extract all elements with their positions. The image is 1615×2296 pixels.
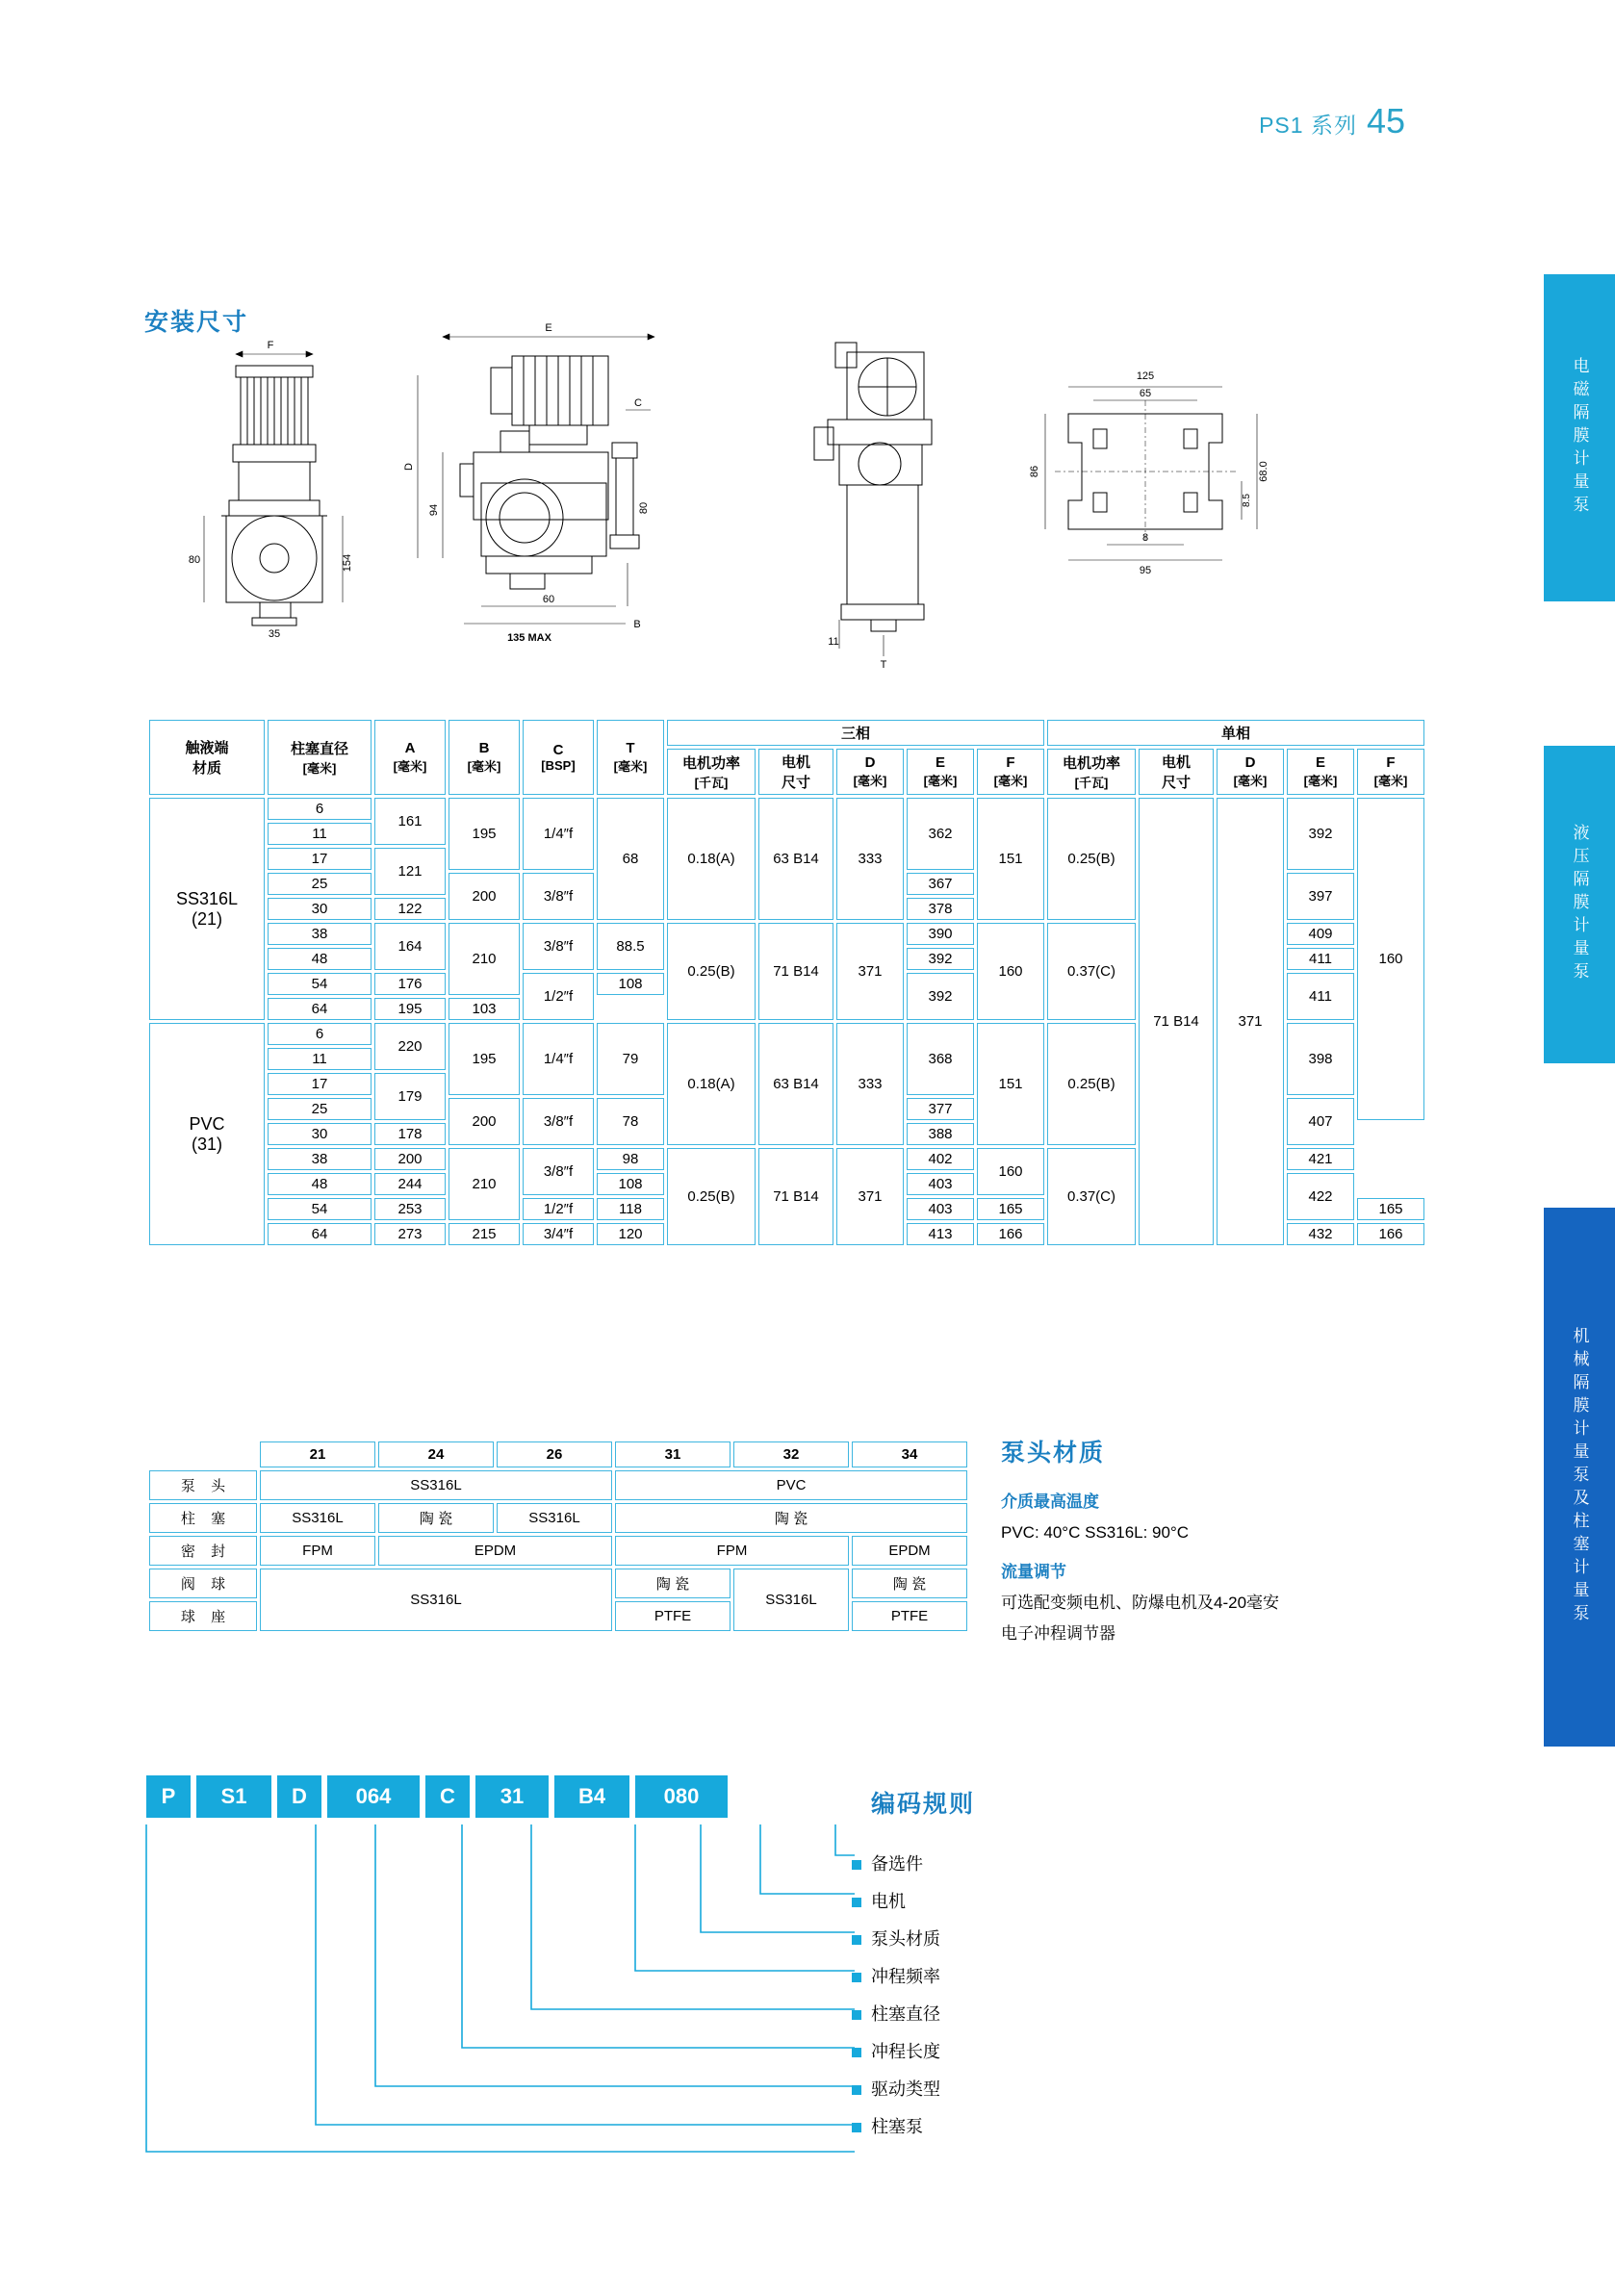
head-material-table	[146, 1439, 970, 1634]
cell-C: 1/4″f	[523, 798, 594, 870]
drawing-front-view	[144, 327, 385, 702]
bullet-icon	[852, 1935, 861, 1945]
bullet-icon	[852, 1973, 861, 1982]
cell-T: 108	[597, 973, 664, 995]
code-box-D[interactable]: D	[277, 1775, 321, 1818]
cell-T: 79	[597, 1023, 664, 1095]
svg-text:125: 125	[1136, 370, 1155, 382]
cell-plunger: 38	[268, 923, 372, 945]
code-col-24: 24	[378, 1441, 494, 1467]
cell-sp-E: 392	[1287, 798, 1354, 870]
cell-A: 253	[374, 1198, 446, 1220]
cell-tp-E: 388	[907, 1123, 974, 1145]
cell-tp-F: 165	[977, 1198, 1044, 1220]
cell-A: 178	[374, 1123, 446, 1145]
cell-sp-E: 411	[1287, 973, 1354, 1020]
cell-sp-E: 407	[1287, 1098, 1354, 1145]
cell-ball-ceramic2: 陶 瓷	[852, 1569, 967, 1598]
svg-text:D: D	[403, 463, 415, 471]
cell-pumphead-pvc: PVC	[615, 1470, 967, 1500]
row-label-plunger: 柱 塞	[149, 1503, 257, 1533]
svg-text:T: T	[880, 659, 887, 671]
info-flow-value-1: 可选配变频电机、防爆电机及4-20毫安	[1001, 1593, 1280, 1612]
cell-tp-E: 367	[907, 873, 974, 895]
section-title-head-material: 泵头材质	[1001, 1440, 1106, 1467]
cell-sp-power: 0.37(C)	[1047, 1148, 1136, 1245]
cell-plunger: 38	[268, 1148, 372, 1170]
cell-plunger: 11	[268, 1048, 372, 1070]
head-material-info	[1001, 1487, 1386, 1649]
code-item-1: 电机	[852, 1883, 940, 1921]
cell-T: 103	[449, 998, 520, 1020]
cell-tp-motor: 63 B14	[758, 1023, 833, 1145]
code-box-C[interactable]: C	[425, 1775, 470, 1818]
cell-sp-E: 421	[1287, 1148, 1354, 1170]
th-sp-power: 电机功率 [千瓦]	[1047, 749, 1136, 795]
info-temp-value: PVC: 40°C SS316L: 90°C	[1001, 1523, 1190, 1543]
page-number: 45	[1366, 101, 1405, 140]
th-sp-F: F [毫米]	[1357, 749, 1424, 795]
cell-A: 220	[374, 1023, 446, 1070]
code-col-32: 32	[733, 1441, 849, 1467]
row-label-ball-seat: 球 座	[149, 1601, 257, 1631]
cell-A: 244	[374, 1173, 446, 1195]
code-item-4: 柱塞直径	[852, 1996, 940, 2033]
cell-pumphead-ss: SS316L	[260, 1470, 612, 1500]
cell-A: 164	[374, 923, 446, 970]
svg-text:F: F	[267, 340, 274, 351]
cell-sp-D: 371	[1217, 798, 1284, 1245]
cell-plunger: 54	[268, 1198, 372, 1220]
cell-seal-1: FPM	[260, 1536, 375, 1566]
section-title-install-dimensions: 安装尺寸	[144, 309, 249, 336]
svg-text:94: 94	[428, 503, 440, 517]
cell-T: 108	[597, 1173, 664, 1195]
cell-sp-power: 0.25(B)	[1047, 1023, 1136, 1145]
cell-C: 3/8″f	[523, 1148, 594, 1195]
code-box-080[interactable]: 080	[635, 1775, 728, 1818]
svg-text:E: E	[545, 322, 552, 334]
cell-plunger: 30	[268, 898, 372, 920]
cell-sp-E: 397	[1287, 873, 1354, 920]
cell-plunger-4: 陶 瓷	[615, 1503, 967, 1533]
bullet-icon	[852, 1860, 861, 1870]
cell-tp-E: 403	[907, 1198, 974, 1220]
th-tp-F: F [毫米]	[977, 749, 1044, 795]
cell-A: 195	[374, 998, 446, 1020]
cell-tp-power: 0.25(B)	[667, 923, 756, 1020]
svg-text:154: 154	[342, 553, 353, 573]
th-B: B [毫米]	[449, 720, 520, 795]
cell-B: 210	[449, 923, 520, 995]
cell-sp-E: 398	[1287, 1023, 1354, 1095]
cell-plunger-2: 陶 瓷	[378, 1503, 494, 1533]
cell-A: 179	[374, 1073, 446, 1120]
svg-text:86: 86	[1029, 465, 1040, 478]
cell-plunger-3: SS316L	[497, 1503, 612, 1533]
cell-tp-E: 392	[907, 973, 974, 1020]
info-temp-label: 介质最高温度	[1001, 1492, 1099, 1511]
material-row-plunger	[149, 1503, 967, 1533]
table-row	[149, 798, 1424, 820]
cell-T: 78	[597, 1098, 664, 1145]
cell-C: 3/8″f	[523, 923, 594, 970]
bullet-icon	[852, 2085, 861, 2095]
code-col-26: 26	[497, 1441, 612, 1467]
technical-drawings	[125, 318, 1434, 702]
th-plunger-dia: 柱塞直径 [毫米]	[268, 720, 372, 795]
cell-plunger: 11	[268, 823, 372, 845]
cell-A: 122	[374, 898, 446, 920]
cell-sp-E: 432	[1287, 1223, 1354, 1245]
material-row-pumphead	[149, 1470, 967, 1500]
cell-C: 1/2″f	[523, 973, 594, 1020]
section-title-code-rule: 编码规则	[871, 1791, 976, 1818]
side-tab-mechanical[interactable]: 机械隔膜计量泵及柱塞计量泵	[1544, 1208, 1615, 1747]
code-box-31[interactable]: 31	[475, 1775, 549, 1818]
th-material: 触液端 材质	[149, 720, 265, 795]
cell-ball-ss2: SS316L	[733, 1569, 849, 1631]
code-item-6: 驱动类型	[852, 2071, 940, 2108]
code-legend	[852, 1846, 940, 2146]
code-col-34: 34	[852, 1441, 967, 1467]
drawing-perspective-view	[780, 318, 1011, 693]
cell-A: 121	[374, 848, 446, 895]
svg-text:35: 35	[268, 628, 281, 640]
cell-tp-E: 390	[907, 923, 974, 945]
cell-B: 210	[449, 1148, 520, 1220]
code-item-2: 泵头材质	[852, 1921, 940, 1958]
cell-sp-motor: 71 B14	[1139, 798, 1214, 1245]
cell-tp-D: 371	[836, 1148, 904, 1245]
row-label-pump-head: 泵 头	[149, 1470, 257, 1500]
cell-plunger: 48	[268, 948, 372, 970]
cell-C: 3/8″f	[523, 1098, 594, 1145]
cell-tp-E: 392	[907, 948, 974, 970]
cell-T: 98	[597, 1148, 664, 1170]
code-item-3: 冲程频率	[852, 1958, 940, 1996]
cell-plunger: 6	[268, 798, 372, 820]
bullet-icon	[852, 2010, 861, 2020]
cell-tp-F: 160	[977, 923, 1044, 1020]
cell-sp-power: 0.25(B)	[1047, 798, 1136, 920]
cell-tp-E: 402	[907, 1148, 974, 1170]
code-col-31: 31	[615, 1441, 731, 1467]
svg-text:8.5: 8.5	[1242, 494, 1252, 507]
th-sp-E: E [毫米]	[1287, 749, 1354, 795]
svg-text:95: 95	[1139, 565, 1152, 576]
th-tp-power: 电机功率 [千瓦]	[667, 749, 756, 795]
cell-plunger: 25	[268, 873, 372, 895]
cell-tp-motor: 63 B14	[758, 798, 833, 920]
cell-tp-motor: 71 B14	[758, 923, 833, 1020]
cell-seal-3: FPM	[615, 1536, 849, 1566]
cell-B: 195	[449, 798, 520, 870]
cell-plunger: 30	[268, 1123, 372, 1145]
cell-sp-E: 422	[1287, 1173, 1354, 1220]
svg-text:135 MAX: 135 MAX	[507, 632, 551, 644]
row-label-seal: 密 封	[149, 1536, 257, 1566]
page-header	[1259, 101, 1405, 141]
material-row-ball	[149, 1569, 967, 1598]
th-sp-motor: 电机 尺寸	[1139, 749, 1214, 795]
cell-material-pvc: PVC (31)	[149, 1023, 265, 1245]
cell-T: 120	[597, 1223, 664, 1245]
svg-text:C: C	[634, 397, 642, 409]
svg-text:8: 8	[1141, 532, 1149, 544]
th-single-phase: 单相	[1047, 720, 1424, 746]
code-item-5: 冲程长度	[852, 2033, 940, 2071]
code-item-0: 备选件	[852, 1846, 940, 1883]
cell-sp-power: 0.37(C)	[1047, 923, 1136, 1020]
cell-tp-motor: 71 B14	[758, 1148, 833, 1245]
cell-tp-F: 160	[977, 1148, 1044, 1195]
cell-B: 200	[449, 1098, 520, 1145]
th-tp-E: E [毫米]	[907, 749, 974, 795]
cell-C: 3/8″f	[523, 873, 594, 920]
cell-tp-F: 151	[977, 1023, 1044, 1145]
svg-text:80: 80	[188, 554, 201, 566]
cell-tp-F: 166	[977, 1223, 1044, 1245]
cell-plunger: 64	[268, 998, 372, 1020]
cell-seat-2: PTFE	[852, 1601, 967, 1631]
cell-sp-F: 165	[1357, 1198, 1424, 1220]
cell-tp-power: 0.18(A)	[667, 1023, 756, 1145]
cell-T: 88.5	[597, 923, 664, 970]
cell-tp-D: 333	[836, 798, 904, 920]
cell-tp-D: 371	[836, 923, 904, 1020]
th-tp-motor: 电机 尺寸	[758, 749, 833, 795]
cell-plunger: 48	[268, 1173, 372, 1195]
cell-tp-E: 362	[907, 798, 974, 870]
code-boxes	[146, 1775, 728, 1818]
cell-tp-power: 0.25(B)	[667, 1148, 756, 1245]
cell-sp-F: 166	[1357, 1223, 1424, 1245]
cell-seal-4: EPDM	[852, 1536, 967, 1566]
cell-plunger-1: SS316L	[260, 1503, 375, 1533]
material-header-row	[149, 1441, 967, 1467]
drawing-base-plate	[1011, 346, 1299, 722]
th-three-phase: 三相	[667, 720, 1044, 746]
code-col-21: 21	[260, 1441, 375, 1467]
cell-tp-E: 403	[907, 1173, 974, 1195]
cell-tp-power: 0.18(A)	[667, 798, 756, 920]
cell-sp-E: 411	[1287, 948, 1354, 970]
side-tab-hydraulic[interactable]: 液压隔膜计量泵	[1544, 746, 1615, 1063]
svg-text:68.0: 68.0	[1258, 461, 1269, 482]
svg-text:80: 80	[638, 501, 650, 515]
cell-sp-F: 160	[1357, 798, 1424, 1120]
info-flow-label: 流量调节	[1001, 1562, 1066, 1581]
cell-C: 3/4″f	[523, 1223, 594, 1245]
cell-C: 1/2″f	[523, 1198, 594, 1220]
cell-tp-D: 333	[836, 1023, 904, 1145]
svg-text:11: 11	[828, 636, 839, 648]
side-tabs	[1544, 274, 1615, 1756]
cell-tp-E: 378	[907, 898, 974, 920]
cell-A: 200	[374, 1148, 446, 1170]
th-tp-D: D [毫米]	[836, 749, 904, 795]
code-leader-lines	[144, 1819, 876, 2156]
cell-tp-F: 151	[977, 798, 1044, 920]
th-A: A [毫米]	[374, 720, 446, 795]
material-row-seal	[149, 1536, 967, 1566]
cell-tp-E: 368	[907, 1023, 974, 1095]
cell-ball-ceramic: 陶 瓷	[615, 1569, 731, 1598]
side-tab-solenoid[interactable]: 电磁隔膜计量泵	[1544, 274, 1615, 601]
cell-material-ss316l: SS316L (21)	[149, 798, 265, 1020]
cell-plunger: 64	[268, 1223, 372, 1245]
th-sp-D: D [毫米]	[1217, 749, 1284, 795]
series-label: PS1 系列	[1259, 113, 1357, 138]
cell-ball-ss: SS316L	[260, 1569, 612, 1631]
cell-T: 68	[597, 798, 664, 920]
cell-seat-1: PTFE	[615, 1601, 731, 1631]
cell-plunger: 17	[268, 848, 372, 870]
cell-tp-E: 377	[907, 1098, 974, 1120]
cell-B: 200	[449, 873, 520, 920]
row-label-valve-ball: 阀 球	[149, 1569, 257, 1598]
cell-plunger: 17	[268, 1073, 372, 1095]
code-box-S1[interactable]: S1	[196, 1775, 271, 1818]
cell-tp-E: 413	[907, 1223, 974, 1245]
th-C: C [BSP]	[523, 720, 594, 795]
th-T: T [毫米]	[597, 720, 664, 795]
cell-T: 118	[597, 1198, 664, 1220]
cell-sp-E: 409	[1287, 923, 1354, 945]
code-box-064[interactable]: 064	[327, 1775, 420, 1818]
table-header-row	[149, 720, 1424, 746]
svg-text:65: 65	[1139, 388, 1152, 399]
cell-A: 161	[374, 798, 446, 845]
cell-plunger: 6	[268, 1023, 372, 1045]
cell-C: 1/4″f	[523, 1023, 594, 1095]
cell-B: 215	[449, 1223, 520, 1245]
cell-seal-2: EPDM	[378, 1536, 612, 1566]
cell-plunger: 25	[268, 1098, 372, 1120]
cell-A: 273	[374, 1223, 446, 1245]
cell-plunger: 54	[268, 973, 372, 995]
bullet-icon	[852, 2048, 861, 2057]
drawing-side-view	[385, 318, 789, 693]
code-box-B4[interactable]: B4	[554, 1775, 629, 1818]
code-item-7: 柱塞泵	[852, 2108, 940, 2146]
dimensions-table	[146, 717, 1427, 1248]
bullet-icon	[852, 2123, 861, 2132]
code-box-P[interactable]: P	[146, 1775, 191, 1818]
svg-text:60: 60	[542, 594, 555, 605]
cell-A: 176	[374, 973, 446, 995]
info-flow-value-2: 电子冲程调节器	[1001, 1624, 1115, 1644]
bullet-icon	[852, 1898, 861, 1907]
svg-text:B: B	[633, 619, 641, 630]
cell-B: 195	[449, 1023, 520, 1095]
